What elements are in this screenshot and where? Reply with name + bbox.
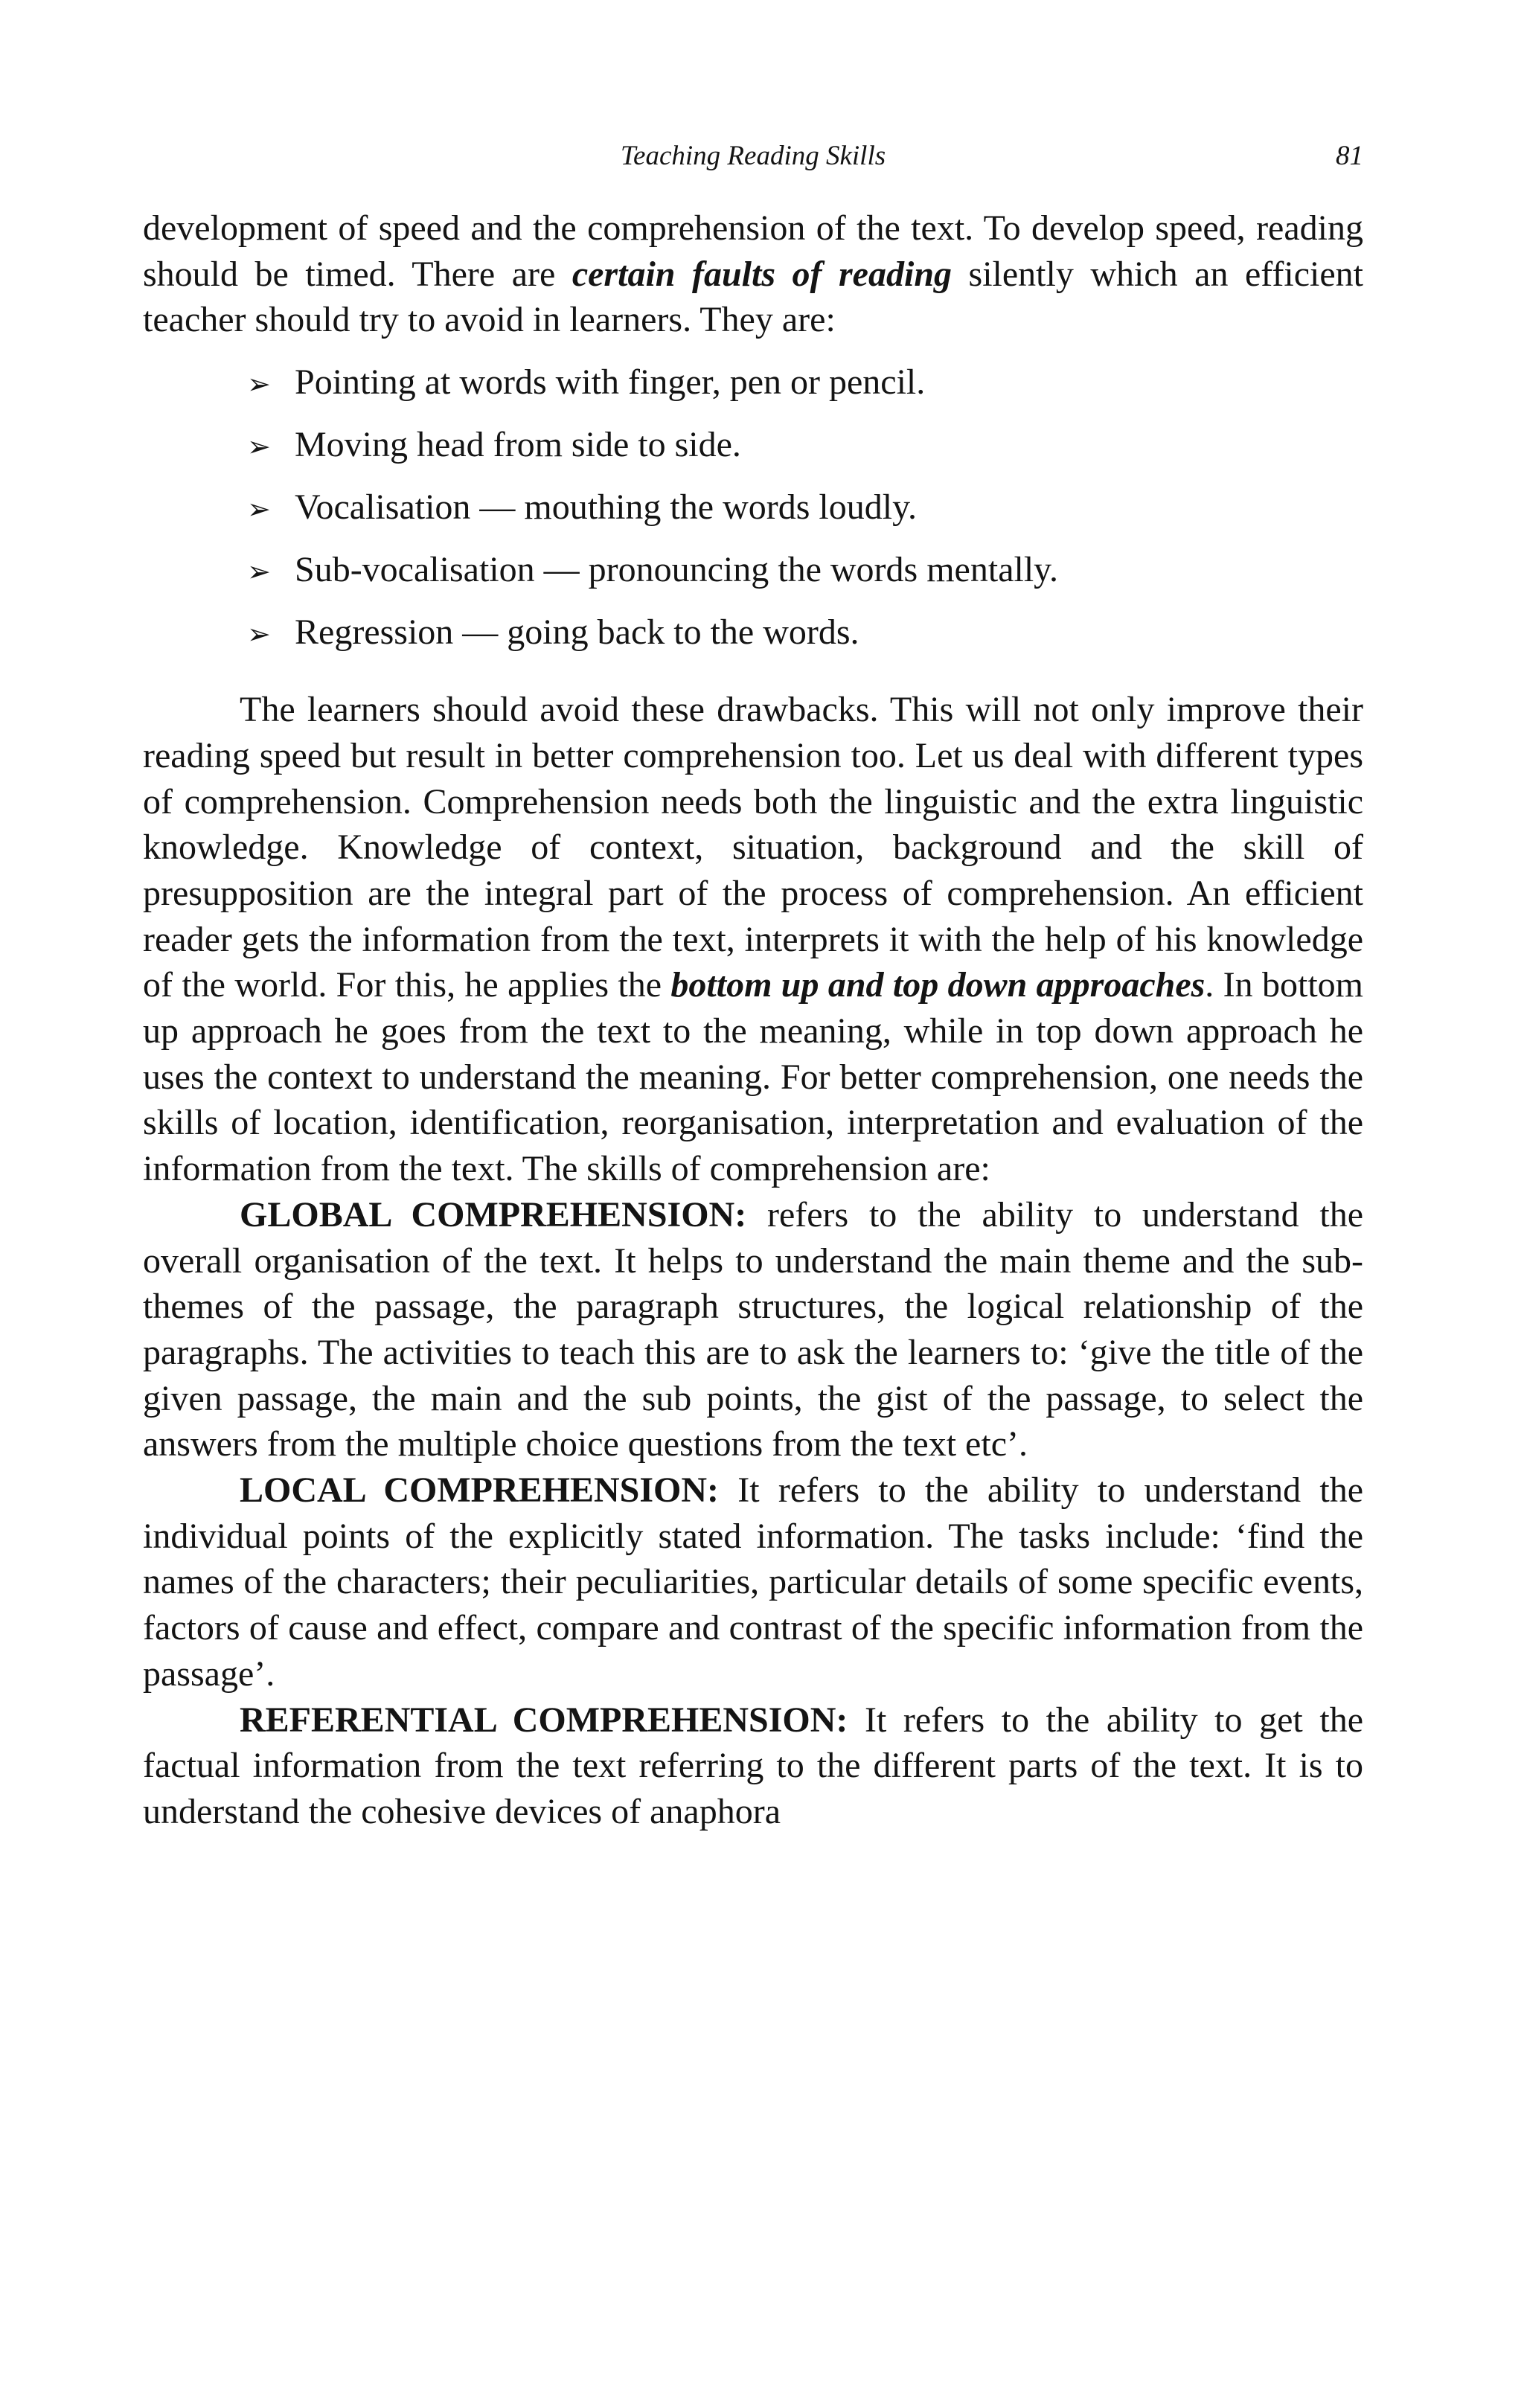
body-text <box>143 205 1363 1835</box>
page-header <box>143 140 1363 185</box>
list-item <box>247 609 1363 672</box>
intro-text-continued: silently which an efficient teacher should try to avoid in learners. They are: <box>143 254 1363 340</box>
reading-faults-list <box>143 359 1363 672</box>
referential-comprehension-heading: REFERENTIAL COMPREHENSION: <box>240 1700 848 1740</box>
intro-paragraph <box>143 205 1363 343</box>
comprehension-text-continued: . In bottom up approach he goes from the text to the meaning, while in top down approach he uses the context to understand the meaning. For better comprehension, one needs the skills of location, identification, reorganisation, interpretation and evaluation of the information from the text. The skills of comprehension are: <box>143 965 1364 1189</box>
list-item <box>247 484 1363 547</box>
referential-comprehension-text: It refers to the ability to get the factual information from the text referring to the different parts of the text. It is to understand the cohesive devices of anaphora <box>143 1700 1363 1831</box>
approaches-emphasis: bottom up and top down approaches <box>670 965 1206 1005</box>
arrowhead-bullet-icon: ➢ <box>247 369 271 401</box>
global-comprehension-heading: GLOBAL COMPREHENSION: <box>240 1194 747 1235</box>
intro-text: development of speed and the comprehension of the text. To develop speed, reading should be timed. There are <box>143 208 1363 294</box>
comprehension-text: The learners should avoid these drawbacks. This will not only improve their reading speed but result in better comprehension too. Let us deal with different types of comprehension. Comprehension needs both the linguistic and the extra linguistic knowledge. Knowledge of context, situation, background and the skill of presupposition are the integral part of the process of comprehension. An efficient reader gets the information from the text, interprets it with the help of his knowledge of the world. For this, he applies the <box>143 690 1363 1005</box>
list-item <box>247 359 1363 422</box>
referential-comprehension-paragraph <box>143 1697 1363 1835</box>
local-comprehension-text: It refers to the ability to understand the individual points of the explicitly stated information. The tasks include: ‘find the names of the characters; their peculiarities, particular details of some specific events, factors of cause and effect, compare and contrast of the specific information from the passage’. <box>143 1470 1363 1694</box>
list-item-text: Regression — going back to the words. <box>295 612 859 653</box>
list-item <box>247 547 1363 609</box>
list-item-text: Pointing at words with finger, pen or pencil. <box>295 362 926 403</box>
arrowhead-bullet-icon: ➢ <box>247 494 271 526</box>
list-item-text: Vocalisation — mouthing the words loudly. <box>295 487 917 528</box>
global-comprehension-text: refers to the ability to understand the overall organisation of the text. It helps to understand the main theme and the sub-themes of the passage, the paragraph structures, the logical relationship of the paragraphs. The activities to teach this are to ask the learners to: ‘give the title of the given passage, the main and the sub points, the gist of the passage, to select the answers from the multiple choice questions from the text etc’. <box>143 1194 1363 1464</box>
arrowhead-bullet-icon: ➢ <box>247 619 271 651</box>
page-number: 81 <box>1336 141 1363 171</box>
list-item-text: Moving head from side to side. <box>295 425 741 465</box>
arrowhead-bullet-icon: ➢ <box>247 557 271 589</box>
local-comprehension-heading: LOCAL COMPREHENSION: <box>240 1470 720 1511</box>
intro-emphasis: certain faults of reading <box>572 254 952 294</box>
comprehension-paragraph <box>143 687 1363 1192</box>
local-comprehension-paragraph <box>143 1467 1363 1697</box>
list-item-text: Sub-vocalisation — pronouncing the words mentally. <box>295 550 1059 590</box>
running-title: Teaching Reading Skills <box>620 141 886 171</box>
list-item <box>247 422 1363 484</box>
arrowhead-bullet-icon: ➢ <box>247 432 271 464</box>
global-comprehension-paragraph <box>143 1192 1363 1467</box>
